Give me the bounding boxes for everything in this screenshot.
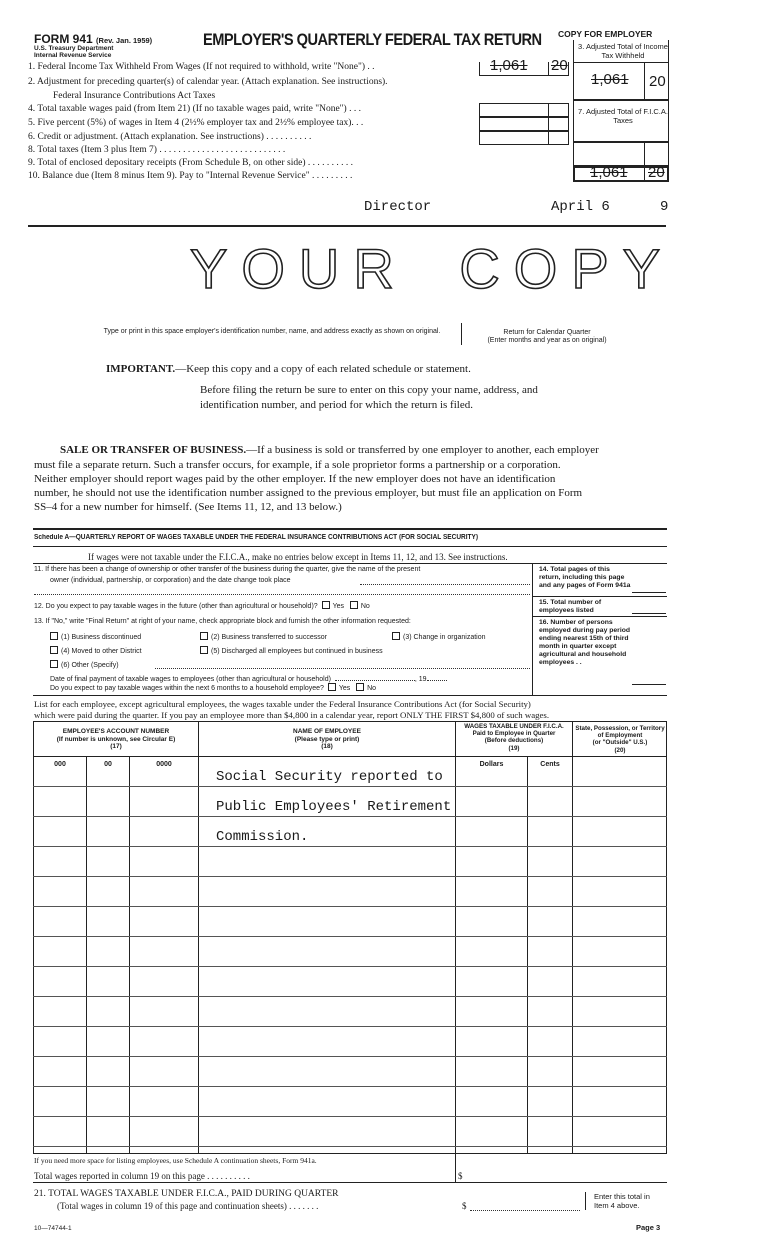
item-15: 15. Total number of employees listed [539, 599, 602, 614]
item-1-dollars: 1,061 [490, 57, 528, 74]
option-5-label: (5) Discharged all employees but continued in business [211, 648, 383, 655]
table-row [33, 786, 667, 787]
option-4 [50, 646, 142, 656]
table-row [33, 906, 667, 907]
table-row [33, 816, 667, 817]
item-10-dollars: 1,061 [590, 164, 628, 181]
copy-for-employer: COPY FOR EMPLOYER [558, 29, 653, 39]
box-3-label: 3. Adjusted Total of Income Tax Withheld [578, 42, 668, 60]
total-this-page: Total wages reported in column 19 on this page . . . . . . . . . . [34, 1171, 250, 1181]
total-dollar-sign: $ [458, 1171, 463, 1181]
col19-sub-2: (Before deductions) [484, 737, 544, 745]
option-2 [200, 632, 327, 642]
sale-transfer [60, 443, 599, 457]
form-no: FORM 941 [34, 32, 93, 46]
id-instruction: Type or print in this space employer's identification number, name, and address exactly as shown on original. [103, 328, 441, 335]
col18-header [199, 728, 455, 751]
option-1 [50, 632, 141, 642]
list-note-line-2: which were paid during the quarter. If you pay an employee more than $4,800 in a calendar year, report ONLY THE FIRST $4,800 of such wages. [34, 710, 550, 720]
option-6-checkbox[interactable] [50, 660, 58, 668]
important-lead: IMPORTANT. [106, 363, 176, 375]
department-line-2: Internal Revenue Service [34, 52, 112, 59]
final-payment-text: Date of final payment of taxable wages to employees (other than agricultural or household) [50, 676, 331, 683]
item-12-no-checkbox[interactable] [350, 601, 358, 609]
option-3-label: (3) Change in organization [403, 634, 486, 641]
option-1-label: (1) Business discontinued [61, 634, 142, 641]
col19-title: WAGES TAXABLE UNDER F.I.C.A. [464, 723, 564, 730]
page-number: Page 3 [636, 1223, 661, 1232]
final-payment: Date of final payment of taxable wages to employees (other than agricultural or household) , 19 [50, 675, 447, 684]
box-7-label: 7. Adjusted Total of F.I.C.A. Taxes [578, 107, 668, 125]
enter-total-line-1: Enter this total in [594, 1192, 650, 1201]
item-2: 2. Adjustment for preceding quarter(s) of calendar year. (Attach explanation. See instructions). [28, 77, 388, 87]
cents-header: Cents [540, 761, 560, 768]
item-12-text: 12. Do you expect to pay taxable wages in the future (other than agricultural or household)? [34, 603, 318, 610]
item-21-dollar-sign: $ [462, 1201, 467, 1211]
box-8 [573, 142, 669, 166]
col18-title: NAME OF EMPLOYEE [293, 728, 361, 735]
important-line-1: —Keep this copy and a copy of each related schedule or statement. [175, 363, 471, 375]
col19-sub-1: Paid to Employee in Quarter [472, 730, 556, 738]
option-3-checkbox[interactable] [392, 632, 400, 640]
sale-line-2: must file a separate return. Such a transfer occurs, for example, if a sole proprietor forms a partnership or a corporation. [34, 459, 561, 471]
department-line-1: U.S. Treasury Department [34, 45, 114, 52]
option-1-checkbox[interactable] [50, 632, 58, 640]
table-row [33, 1146, 667, 1147]
item-6-amount-box [479, 131, 569, 145]
col20-title: State, Possession, or Territory of Employment [575, 725, 665, 740]
col17-no: (17) [110, 743, 122, 750]
item-4: 4. Total taxable wages paid (from Item 21) (If no taxable wages paid, write "None") . . . [28, 104, 361, 114]
household-question-text: Do you expect to pay taxable wages within the next 6 months to a household employee? [50, 685, 324, 692]
table-row [33, 1026, 667, 1027]
your-copy-stamp: YOUR COPY [190, 237, 675, 300]
sub-header-c: 0000 [156, 761, 172, 768]
item-12 [34, 601, 370, 611]
col18-no: (18) [321, 743, 333, 750]
item-11-line-1: 11. If there has been a change of ownership or other transfer of the business during the quarter, give the name of the present [34, 566, 421, 573]
table-row [33, 996, 667, 997]
col20-header [573, 725, 667, 754]
table-row [33, 1086, 667, 1087]
item-1: 1. Federal Income Tax Withheld From Wages (If not required to withhold, write "None") . . [28, 62, 375, 72]
col20-no: (20) [614, 746, 626, 754]
form-title: EMPLOYER'S QUARTERLY FEDERAL TAX RETURN [203, 30, 542, 49]
item-21-line-2: (Total wages in column 19 of this page and continuation sheets) . . . . . . . [57, 1201, 319, 1211]
item-3-cents: 20 [649, 73, 666, 90]
table-row [33, 966, 667, 967]
household-no-checkbox[interactable] [356, 683, 364, 691]
option-6 [50, 660, 119, 670]
item-10-cents: 20 [648, 164, 665, 181]
option-2-checkbox[interactable] [200, 632, 208, 640]
form-rev: (Rev. Jan. 1959) [96, 36, 153, 45]
option-5-checkbox[interactable] [200, 646, 208, 654]
signature-year: 9 [660, 199, 669, 215]
household-yes-checkbox[interactable] [328, 683, 336, 691]
item-8: 8. Total taxes (Item 3 plus Item 7) . . . . . . . . . . . . . . . . . . . . . . . . . . . [28, 145, 286, 155]
household-question [50, 683, 376, 693]
item-12-yes-checkbox[interactable] [322, 601, 330, 609]
table-row [33, 936, 667, 937]
col17-sub: (If number is unknown, see Circular E) [56, 735, 176, 743]
item-6: 6. Credit or adjustment. (Attach explanation. See instructions) . . . . . . . . . . [28, 132, 312, 142]
typed-line-1: Social Security reported to [216, 769, 443, 785]
item-9: 9. Total of enclosed depositary receipts (From Schedule B, on other side) . . . . . . . . . . [28, 158, 353, 168]
signature-rule [28, 225, 666, 227]
sub-header-a: 000 [54, 761, 66, 768]
col20-sub: (or "Outside" U.S.) [592, 739, 648, 747]
option-4-label: (4) Moved to other District [61, 648, 142, 655]
option-3 [392, 632, 486, 642]
sale-line-5: SS–4 for a new number for himself. (See Items 11, 12, and 13 below.) [34, 501, 342, 513]
return-for-quarter-sub: (Enter months and year as on original) [487, 337, 607, 344]
col19-header [456, 723, 572, 752]
sale-line-3: Neither employer should report wages paid by the other employer. If the new employer does not have an identification [34, 473, 556, 485]
important-note [106, 362, 471, 376]
table-row [33, 1116, 667, 1117]
option-2-label: (2) Business transferred to successor [211, 634, 327, 641]
col19-no: (19) [508, 744, 520, 752]
item-12-no-label: No [360, 603, 370, 610]
sale-line-4: number, he should not use the identification number assigned to the previous employer, but must file an application on Form [34, 487, 583, 499]
item-1-cents: 20 [551, 57, 568, 74]
col18-sub: (Please type or print) [294, 735, 360, 743]
final-payment-year: 19 [418, 676, 427, 683]
household-no-label: No [367, 685, 377, 692]
sale-lead: SALE OR TRANSFER OF BUSINESS. [60, 444, 247, 456]
item-5: 5. Five percent (5%) of wages in Item 4 (2½% employer tax and 2½% employee tax). . . [28, 118, 364, 128]
signature-title: Director [364, 199, 432, 215]
item-10: 10. Balance due (Item 8 minus Item 9). Pay to "Internal Revenue Service" . . . . . . . . . [28, 171, 353, 181]
list-note-line-1: List for each employee, except agricultural employees, the wages taxable under the Federal Insurance Contributions Act (for Social Security) [34, 699, 531, 709]
enter-total-note [585, 1192, 650, 1210]
item-5-amount-box [479, 117, 569, 131]
return-for-quarter: Return for Calendar Quarter [503, 329, 591, 336]
col17-title: EMPLOYEE'S ACCOUNT NUMBER [62, 728, 170, 735]
important-line-2: Before filing the return be sure to enter on this copy your name, address, and [200, 384, 538, 396]
sub-header-b: 00 [104, 761, 112, 768]
dollars-header: Dollars [479, 761, 504, 768]
item-21-line-1: 21. TOTAL WAGES TAXABLE UNDER F.I.C.A., PAID DURING QUARTER [34, 1189, 339, 1199]
enter-total-line-2: Item 4 above. [594, 1201, 640, 1210]
item-14: 14. Total pages of this return, including this page and any pages of Form 941a [539, 566, 631, 589]
sale-line-1: —If a business is sold or transferred by one employer to another, each employer [246, 444, 599, 456]
more-space-note: If you need more space for listing employees, use Schedule A continuation sheets, Form 941a. [34, 1156, 317, 1165]
table-row [33, 876, 667, 877]
household-yes-label: Yes [338, 685, 351, 692]
typed-line-2: Public Employees' Retirement [216, 799, 452, 815]
option-4-checkbox[interactable] [50, 646, 58, 654]
fica-heading: Federal Insurance Contributions Act Taxes [53, 91, 216, 101]
table-row [33, 846, 667, 847]
important-line-3: identification number, and period for which the return is filed. [200, 399, 473, 411]
option-6-label: (6) Other (Specify) [61, 662, 119, 669]
item-11-line-2: owner (individual, partnership, or corporation) and the date change took place [50, 577, 291, 584]
signature-date: April 6 [551, 199, 610, 215]
item-4-amount-box [479, 103, 569, 117]
item-12-yes-label: Yes [332, 603, 344, 610]
col17-header [34, 728, 198, 751]
item-13: 13. If "No," write "Final Return" at right of your name, check appropriate block and furnish the other information requested: [34, 618, 411, 625]
option-5 [200, 646, 383, 656]
typed-line-3: Commission. [216, 829, 309, 845]
item-16: 16. Number of persons employed during pay period ending nearest 15th of third month in quarter except agricultural and household employees . . [539, 619, 631, 666]
schedule-note: If wages were not taxable under the F.I.C.A., make no entries below except in Items 11, 12, and 13. See instructions. [88, 552, 508, 562]
print-code: 10—74744-1 [34, 1225, 72, 1232]
table-row [33, 1056, 667, 1057]
item-3-dollars: 1,061 [591, 71, 629, 88]
schedule-a-title: Schedule A—QUARTERLY REPORT OF WAGES TAXABLE UNDER THE FEDERAL INSURANCE CONTRIBUTIONS ACT (FOR SOCIAL SECURITY) [34, 534, 479, 541]
